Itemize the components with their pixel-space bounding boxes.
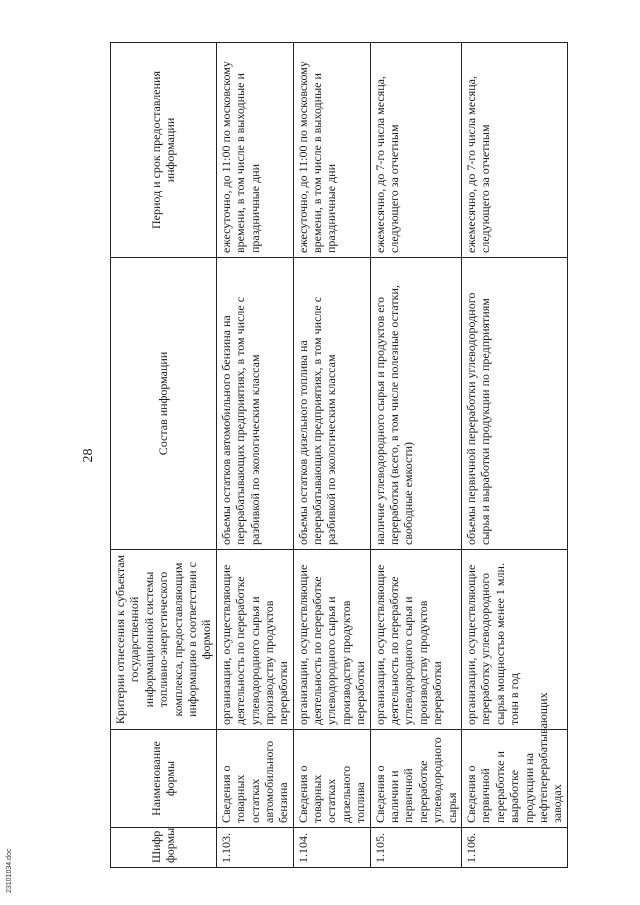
cell-period: ежесуточно, до 11:00 по московскому времени, в том числе в выходные и праздничные дни <box>216 43 293 258</box>
cell-criteria: организации, осуществляющие деятельность по переработке углеводородного сырья и производству продуктов переработки <box>293 550 370 730</box>
header-composition: Состав информации <box>111 258 217 550</box>
cell-composition: объемы остатков автомобильного бензина на перерабатывающих предприятиях, в том числе с разбивкой по экологическим классам <box>216 258 293 550</box>
rotated-content <box>75 43 570 868</box>
table-header-row <box>111 43 217 868</box>
header-code: Шифр формы <box>111 828 217 868</box>
forms-table <box>110 42 568 868</box>
page-number: 28 <box>81 448 96 463</box>
header-period: Период и срок предоставления информации <box>111 43 217 258</box>
header-criteria: Критерии отнесения к субъектам государственной информационной системы топливно-энергетического комплекса, предоставляющим информацию в соответствии с формой <box>111 550 217 730</box>
cell-code: 1.103. <box>216 828 293 868</box>
cell-name: Сведения о первичной переработке и выработке продукции на нефтеперерабатывающих заводах <box>461 730 567 828</box>
cell-composition: наличие углеводородного сырья и продуктов его переработки (всего, в том числе полезные остатки, свободные емкости) <box>370 258 461 550</box>
cell-composition: объемы остатков дизельного топлива на перерабатывающих предприятиях, в том числе с разбивкой по экологическим классам <box>293 258 370 550</box>
cell-criteria: организации, осуществляющие деятельность по переработке углеводородного сырья и производству продуктов переработки <box>370 550 461 730</box>
cell-name: Сведения о товарных остатках дизельного топлива <box>293 730 370 828</box>
table-row <box>293 43 370 868</box>
table-row <box>461 43 567 868</box>
header-name: Наименование формы <box>111 730 217 828</box>
cell-name: Сведения о товарных остатках автомобильного бензина <box>216 730 293 828</box>
cell-period: ежемесячно, до 7-го числа месяца, следующего за отчетным <box>461 43 567 258</box>
table-row <box>370 43 461 868</box>
cell-period: ежемесячно, до 7-го числа месяца, следующего за отчетным <box>370 43 461 258</box>
document-filename: 23101034.doc <box>6 848 13 893</box>
cell-period: ежесуточно, до 11:00 по московскому времени, в том числе в выходные и праздничные дни <box>293 43 370 258</box>
cell-code: 1.105. <box>370 828 461 868</box>
table-row <box>216 43 293 868</box>
cell-criteria: организации, осуществляющие деятельность по переработке углеводородного сырья и производству продуктов переработки <box>216 550 293 730</box>
cell-criteria: организации, осуществляющие переработку углеводородного сырья мощностью менее 1 млн. тонн в год <box>461 550 567 730</box>
cell-name: Сведения о наличии и первичной переработке углеводородного сырья <box>370 730 461 828</box>
cell-composition: объемы первичной переработки углеводородного сырья и выработки продукции по предприятиям <box>461 258 567 550</box>
cell-code: 1.104. <box>293 828 370 868</box>
cell-code: 1.106. <box>461 828 567 868</box>
